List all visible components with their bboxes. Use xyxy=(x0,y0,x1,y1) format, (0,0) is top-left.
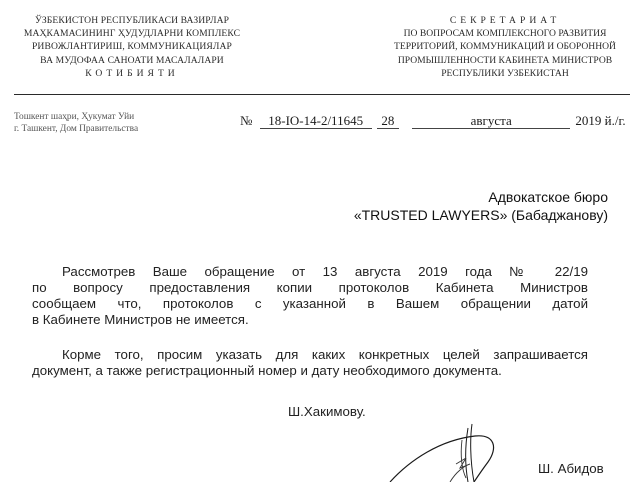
letterhead-left-line: ЎЗБЕКИСТОН РЕСПУБЛИКАСИ ВАЗИРЛАР xyxy=(34,15,230,26)
paragraph-line: сообщаем что, протоколов с указанной в Вашем обращении датой xyxy=(32,296,588,311)
registration-number: 18-IO-14-2/11645 xyxy=(260,114,372,129)
registration-year: 2019 й./г. xyxy=(575,113,626,128)
letterhead-right-line: РЕСПУБЛИКИ УЗБЕКИСТАН xyxy=(441,67,569,79)
paragraph-line: документ, а также регистрационный номер и дату необходимого документа. xyxy=(32,363,502,378)
recipient-line-2: «TRUSTED LAWYERS» (Бабаджанову) xyxy=(353,207,608,223)
paragraph-line: Корме того, просим указать для каких конкретных целей запрашивается xyxy=(62,347,588,362)
number-label: № xyxy=(240,113,253,128)
handwritten-signature-icon xyxy=(380,420,520,482)
registration-line xyxy=(240,113,626,129)
registration-day: 28 xyxy=(377,114,399,129)
letterhead-right-line: ПРОМЫШЛЕННОСТИ КАБИНЕТА МИНИСТРОВ xyxy=(397,54,613,66)
recipient-block xyxy=(354,188,608,224)
letterhead-right xyxy=(380,14,630,80)
address-line: Тошкент шаҳри, Ҳукумат Уйи xyxy=(14,112,135,122)
registration-month: августа xyxy=(412,114,570,129)
copy-to: Ш.Хакимову. xyxy=(288,404,366,419)
letterhead-left-line: МАҲКАМАСИНИНГ ҲУДУДЛАРНИ КОМПЛЕКС xyxy=(23,28,241,40)
body-paragraph-2 xyxy=(32,347,588,379)
signatory-name: Ш. Абидов xyxy=(538,461,604,476)
address-line: г. Ташкент, Дом Правительства xyxy=(14,124,139,134)
letterhead-right-line: ПО ВОПРОСАМ КОМПЛЕКСНОГО РАЗВИТИЯ xyxy=(403,28,607,40)
paragraph-line: в Кабинете Министров не имеется. xyxy=(32,312,249,327)
recipient-line-1: Адвокатское бюро xyxy=(488,189,608,205)
paragraph-line: Рассмотрев Ваше обращение от 13 августа 2019 года № 22/19 xyxy=(62,264,588,279)
letterhead-left-line: РИВОЖЛАНТИРИШ, КОММУНИКАЦИЯЛАР xyxy=(32,41,232,53)
paragraph-line: по вопросу предоставления копии протоколов Кабинета Министров xyxy=(32,280,588,295)
letterhead-left-line: ВА МУДОФАА САНОАТИ МАСАЛАЛАРИ xyxy=(40,54,224,66)
letterhead-left xyxy=(14,14,250,80)
letterhead-right-title: СЕКРЕТАРИАТ xyxy=(449,15,561,26)
letterhead-divider xyxy=(14,94,630,95)
letterhead-left-title: КОТИБИЯТИ xyxy=(85,67,179,79)
body-paragraph-1 xyxy=(32,264,588,328)
letterhead-right-line: ТЕРРИТОРИЙ, КОММУНИКАЦИЙ И ОБОРОННОЙ xyxy=(393,41,616,53)
address-block xyxy=(14,111,138,135)
